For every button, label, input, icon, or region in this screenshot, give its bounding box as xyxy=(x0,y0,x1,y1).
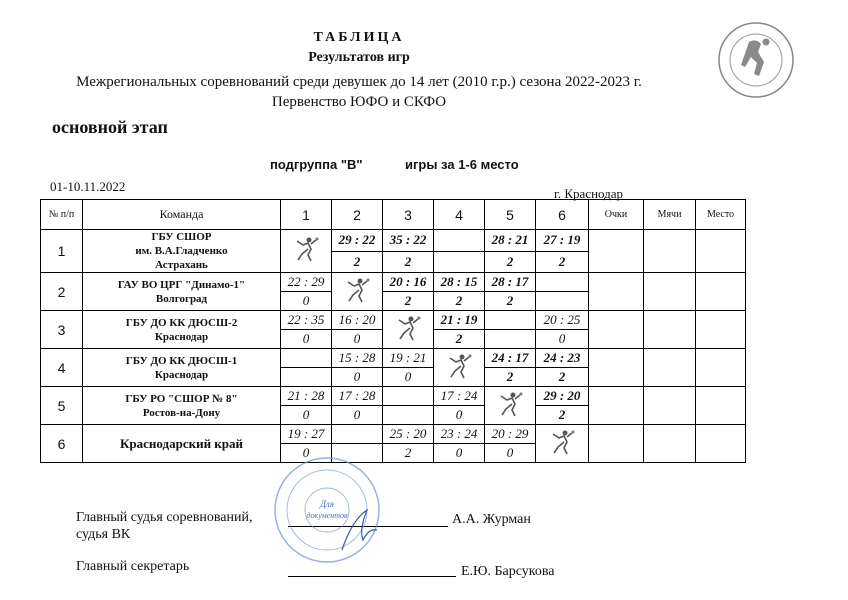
row-num: 3 xyxy=(41,311,83,349)
game-points-cell: 2 xyxy=(383,292,434,311)
team-name xyxy=(83,273,281,311)
score-cell: 35 : 22 xyxy=(383,230,434,252)
row-num: 4 xyxy=(41,349,83,387)
table-row xyxy=(41,387,746,406)
game-points-cell: 2 xyxy=(536,368,589,387)
game-points-cell: 0 xyxy=(434,444,485,463)
points-cell xyxy=(589,273,644,311)
game-points-cell: 0 xyxy=(281,406,332,425)
official-stamp xyxy=(272,455,382,565)
svg-text:Для: Для xyxy=(320,499,334,509)
score-cell: 24 : 17 xyxy=(485,349,536,368)
game-points-cell: 0 xyxy=(332,330,383,349)
secretary-role: Главный секретарь xyxy=(76,559,190,574)
judge-role-1: Главный судья соревнований, xyxy=(76,510,253,525)
secretary-name: Е.Ю. Барсукова xyxy=(461,564,555,579)
score-cell: 20 : 29 xyxy=(485,425,536,444)
team-name-line: Краснодар xyxy=(154,330,209,343)
table-row xyxy=(41,273,746,292)
header-col-5: 5 xyxy=(485,200,536,230)
diagonal-cell xyxy=(434,349,485,387)
game-points-cell: 2 xyxy=(383,251,434,273)
secretary-signature-line xyxy=(288,576,456,577)
score-cell xyxy=(332,425,383,444)
row-num: 2 xyxy=(41,273,83,311)
game-points-cell xyxy=(434,251,485,273)
team-name-line: ГБУ ДО КК ДЮСШ-2 xyxy=(125,316,238,329)
championship-name: Первенство ЮФО и СКФО xyxy=(271,94,447,110)
table-row xyxy=(41,311,746,330)
date-label: 01-10.11.2022 xyxy=(50,179,126,194)
header-col-2: 2 xyxy=(332,200,383,230)
game-points-cell: 2 xyxy=(434,292,485,311)
score-cell: 19 : 21 xyxy=(383,349,434,368)
game-points-cell: 2 xyxy=(383,444,434,463)
score-cell xyxy=(434,230,485,252)
place-cell xyxy=(696,311,746,349)
score-cell: 17 : 28 xyxy=(332,387,383,406)
place-cell xyxy=(696,273,746,311)
team-name-line: Астрахань xyxy=(155,259,208,271)
handball-player-icon xyxy=(495,390,525,418)
team-name-line: Волгоград xyxy=(155,292,208,305)
header-col-3: 3 xyxy=(383,200,434,230)
team-name-line: ГБУ ДО КК ДЮСШ-1 xyxy=(125,354,238,367)
game-points-cell: 2 xyxy=(536,251,589,273)
city-label: г. Краснодар xyxy=(554,186,624,201)
balls-cell xyxy=(644,273,696,311)
row-num: 1 xyxy=(41,230,83,273)
team-name-line: им. В.А.Гладченко xyxy=(135,245,228,257)
team-name-line: Ростов-на-Дону xyxy=(142,406,221,419)
table-row xyxy=(41,230,746,252)
game-points-cell: 0 xyxy=(434,406,485,425)
score-cell: 25 : 20 xyxy=(383,425,434,444)
handball-player-icon xyxy=(547,428,577,456)
diagonal-cell xyxy=(383,311,434,349)
score-cell xyxy=(485,311,536,330)
table-row xyxy=(41,349,746,368)
table-row xyxy=(41,425,746,444)
score-cell: 22 : 35 xyxy=(281,311,332,330)
stage-label: основной этап xyxy=(52,117,168,137)
game-points-cell: 0 xyxy=(332,406,383,425)
score-cell xyxy=(281,349,332,368)
game-points-cell xyxy=(383,406,434,425)
balls-cell xyxy=(644,425,696,463)
diagonal-cell xyxy=(281,230,332,273)
team-name xyxy=(83,311,281,349)
diagonal-cell xyxy=(485,387,536,425)
row-num: 6 xyxy=(41,425,83,463)
score-cell: 15 : 28 xyxy=(332,349,383,368)
team-name xyxy=(83,425,281,463)
header-row xyxy=(41,200,746,230)
row-num: 5 xyxy=(41,387,83,425)
team-name-line: ГБУ РО "СШОР № 8" xyxy=(125,392,238,405)
diagonal-cell xyxy=(536,425,589,463)
score-cell: 29 : 20 xyxy=(536,387,589,406)
header-col-4: 4 xyxy=(434,200,485,230)
score-cell: 23 : 24 xyxy=(434,425,485,444)
header-balls: Мячи xyxy=(644,200,696,230)
team-name-line: ГАУ ВО ЦРГ "Динамо-1" xyxy=(117,278,246,291)
score-cell: 28 : 17 xyxy=(485,273,536,292)
header-num: № п/п xyxy=(41,200,83,230)
score-cell: 19 : 27 xyxy=(281,425,332,444)
team-name xyxy=(83,387,281,425)
score-cell: 28 : 21 xyxy=(485,230,536,252)
place-cell xyxy=(696,425,746,463)
header-team: Команда xyxy=(83,200,281,230)
score-cell xyxy=(383,387,434,406)
points-cell xyxy=(589,349,644,387)
diagonal-cell xyxy=(332,273,383,311)
points-cell xyxy=(589,311,644,349)
team-name-line: Краснодар xyxy=(154,368,209,381)
header-col-1: 1 xyxy=(281,200,332,230)
header-points: Очки xyxy=(589,200,644,230)
balls-cell xyxy=(644,311,696,349)
svg-text:документов: документов xyxy=(306,511,348,520)
game-points-cell: 2 xyxy=(434,330,485,349)
team-name xyxy=(83,349,281,387)
game-points-cell: 0 xyxy=(281,330,332,349)
results-table xyxy=(40,199,746,463)
subgroup-label: подгруппа "В" xyxy=(270,157,363,172)
federation-emblem xyxy=(716,20,796,100)
doc-title: ТАБЛИЦА xyxy=(313,30,405,45)
score-cell: 21 : 28 xyxy=(281,387,332,406)
points-cell xyxy=(589,425,644,463)
score-cell: 16 : 20 xyxy=(332,311,383,330)
game-points-cell: 0 xyxy=(383,368,434,387)
header-col-6: 6 xyxy=(536,200,589,230)
game-points-cell: 0 xyxy=(332,368,383,387)
handball-player-icon xyxy=(393,314,423,342)
judge-name: А.А. Журман xyxy=(452,512,531,527)
game-points-cell: 0 xyxy=(281,444,332,463)
handball-player-icon xyxy=(291,235,321,263)
game-points-cell: 0 xyxy=(536,330,589,349)
game-points-cell xyxy=(536,292,589,311)
balls-cell xyxy=(644,387,696,425)
header-place: Место xyxy=(696,200,746,230)
place-cell xyxy=(696,387,746,425)
score-cell: 20 : 16 xyxy=(383,273,434,292)
place-cell xyxy=(696,349,746,387)
score-cell: 29 : 22 xyxy=(332,230,383,252)
team-name-line: ГБУ СШОР xyxy=(151,231,212,243)
score-cell: 21 : 19 xyxy=(434,311,485,330)
judge-role-2: судья ВК xyxy=(76,527,131,542)
score-cell: 24 : 23 xyxy=(536,349,589,368)
balls-cell xyxy=(644,230,696,273)
team-name-line: Краснодарский край xyxy=(119,435,244,451)
balls-cell xyxy=(644,349,696,387)
game-points-cell: 0 xyxy=(281,292,332,311)
doc-subtitle: Результатов игр xyxy=(308,50,410,65)
score-cell: 20 : 25 xyxy=(536,311,589,330)
game-points-cell: 2 xyxy=(485,251,536,273)
game-points-cell: 2 xyxy=(332,251,383,273)
score-cell: 28 : 15 xyxy=(434,273,485,292)
points-cell xyxy=(589,387,644,425)
score-cell: 17 : 24 xyxy=(434,387,485,406)
places-label: игры за 1-6 место xyxy=(405,157,519,172)
game-points-cell xyxy=(485,330,536,349)
game-points-cell: 2 xyxy=(485,368,536,387)
handball-player-icon xyxy=(444,352,474,380)
place-cell xyxy=(696,230,746,273)
handball-player-icon xyxy=(342,276,372,304)
game-points-cell xyxy=(281,368,332,387)
competition-name: Межрегиональных соревнований среди девушек до 14 лет (2010 г.р.) сезона 2022-2023 г. xyxy=(76,74,642,90)
game-points-cell: 0 xyxy=(485,444,536,463)
points-cell xyxy=(589,230,644,273)
game-points-cell: 2 xyxy=(485,292,536,311)
score-cell: 27 : 19 xyxy=(536,230,589,252)
score-cell: 22 : 29 xyxy=(281,273,332,292)
game-points-cell: 2 xyxy=(536,406,589,425)
team-name xyxy=(83,230,281,273)
score-cell xyxy=(536,273,589,292)
